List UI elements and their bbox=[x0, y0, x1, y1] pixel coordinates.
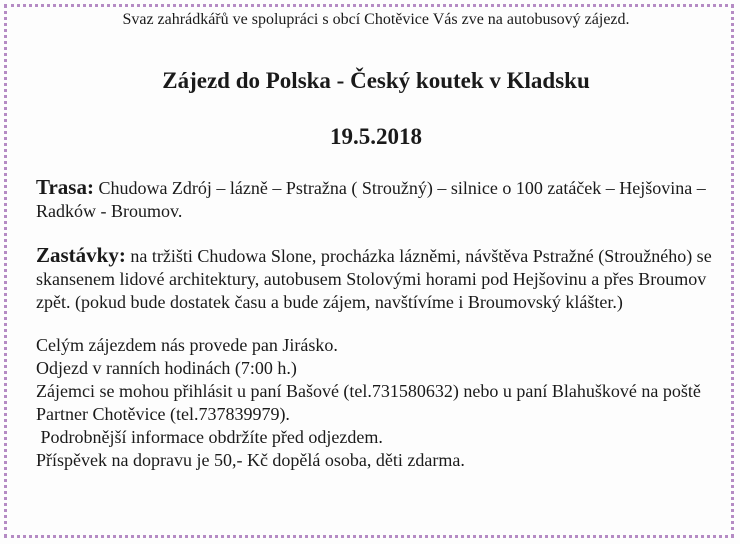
info-line-departure: Odjezd v ranních hodinách (7:00 h.) bbox=[36, 358, 297, 378]
route-text: Chudowa Zdrój – lázně – Pstražna ( Stroužný) – silnice o 100 zatáček – Hejšovina – Radków - Broumov. bbox=[36, 178, 706, 221]
invitation-content bbox=[36, 10, 716, 472]
stops-paragraph bbox=[36, 244, 716, 314]
route-paragraph bbox=[36, 176, 716, 223]
trip-date: 19.5.2018 bbox=[330, 124, 422, 149]
stops-text: na tržišti Chudowa Slone, procházka lázněmi, návštěva Pstražné (Stroužného) se skansenem lidové architektury, autobusem Stolovými horami pod Hejšovinu a přes Broumov zpět. (pokud bude dostatek času a bude zájem, navštívíme i Broumovský klášter.) bbox=[36, 246, 712, 312]
info-line-guide: Celým zájezdem nás provede pan Jirásko. bbox=[36, 335, 338, 355]
stops-label: Zastávky: bbox=[36, 243, 126, 267]
trip-title: Zájezd do Polska - Český koutek v Kladsku bbox=[162, 68, 590, 93]
info-paragraph bbox=[36, 334, 716, 472]
info-line-price: Příspěvek na dopravu je 50,- Kč dopělá osoba, děti zdarma. bbox=[36, 450, 465, 470]
info-line-details: Podrobnější informace obdržíte před odjezdem. bbox=[36, 427, 383, 447]
intro-line: Svaz zahrádkářů ve spolupráci s obcí Chotěvice Vás zve na autobusový zájezd. bbox=[122, 11, 630, 28]
info-line-registration: Zájemci se mohou přihlásit u paní Bašové (tel.731580632) nebo u paní Blahuškové na poště Partner Chotěvice (tel.737839979). bbox=[36, 381, 701, 424]
route-label: Trasa: bbox=[36, 175, 94, 199]
